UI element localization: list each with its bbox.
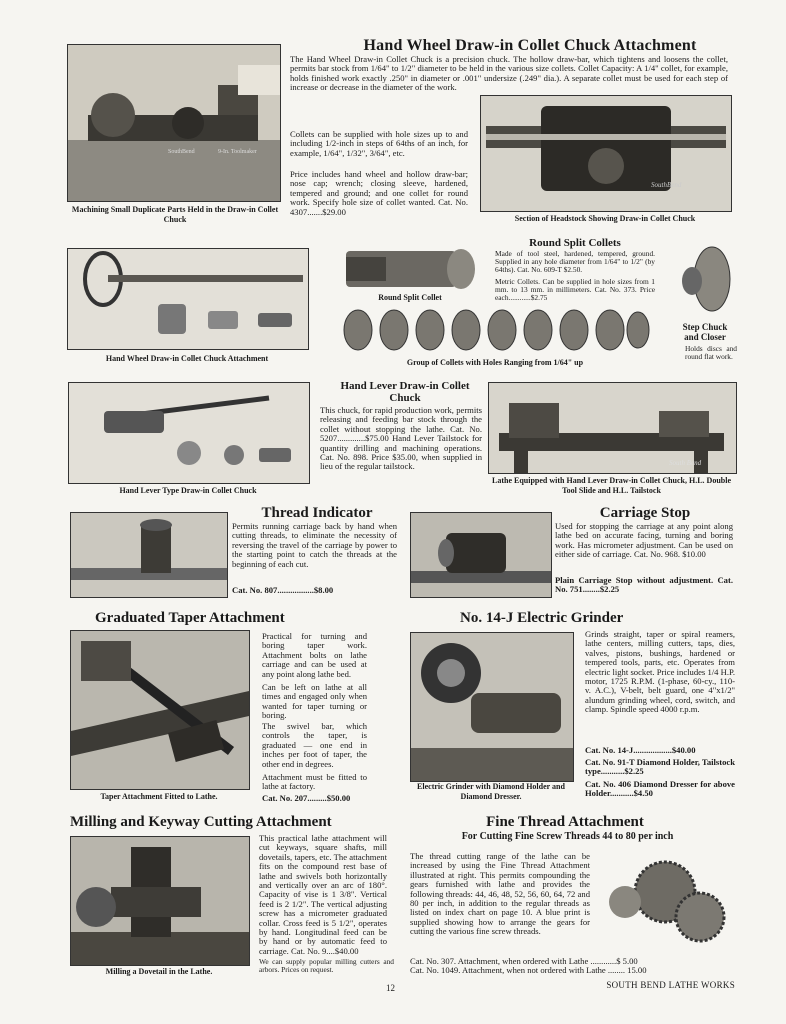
photo-step-chuck — [672, 243, 737, 318]
carriage-stop-title: Carriage Stop — [599, 505, 691, 521]
photo-round-split-collet — [336, 243, 486, 295]
caption-lathe-hand-lever: Lathe Equipped with Hand Lever Draw-in Collet Chuck, H.L. Double Tool Slide and H.L. Tailstock — [492, 476, 731, 495]
milling-text: This practical lathe attachment will cut keyways, square shafts, mill dovetails, tapers, etc. The attachment fits on the compound rest base of lathe and swivels both horizontally and vertically over an arc of 180°. Capacity of vise is 1 3/8". Vertical feed is 2 1/2". The vertical adjusting screw has a micrometer graduated collar. Cross feed is 5 1/2", operates by hand. Longitudinal feed can be by hand or by automatic feed to carriage. Cat. No. 9....$40.00 — [259, 833, 387, 956]
taper-p1: Practical for turning and boring taper work. Attachment bolts on lathe carriage and can be used at any point along lathe bed. — [262, 631, 367, 679]
caption-round-split-collet: Round Split Collet — [378, 293, 442, 302]
milling-title: Milling and Keyway Cutting Attachment — [70, 814, 332, 830]
metric-collets-text: Metric Collets. Can be supplied in hole sizes from 1 mm. to 13 mm. in millimeters. Cat. No. 373. Price each............$2.75 — [495, 277, 655, 303]
grinder-cat3: Cat. No. 406 Diamond Dresser for above Holder...........$4.50 — [585, 779, 735, 799]
caption-grinder: Electric Grinder with Diamond Holder and Diamond Dresser. — [417, 782, 565, 801]
taper-p3: The swivel bar, which controls the taper, is graduated — one end in inches per foot of taper, the other end in degrees. — [262, 721, 367, 769]
round-collets-text: Made of tool steel, hardened, tempered, ground. Supplied in any hole diameter from 1/64" to 1/2" (by 64ths). Cat. No. 609-T $2.50. — [495, 249, 655, 275]
caption-collet-group: Group of Collets with Holes Ranging from 1/64" up — [406, 358, 584, 367]
hand-lever-title: Hand Lever Draw-in Collet Chuck — [340, 380, 470, 404]
thread-indicator-title: Thread Indicator — [261, 505, 373, 521]
taper-title: Graduated Taper Attachment — [95, 610, 285, 626]
caption-taper: Taper Attachment Fitted to Lathe. — [100, 792, 218, 801]
grinder-text: Grinds straight, taper or spiral reamers, lathe centers, milling cutters, taps, dies, valves, pistons, bushings, hardened or tempered tools, parts, etc. Operates from electric light socket. Price includes 1/4 H.P. motor, 1725 R.P.M. (1-phase, 60-cy., 110-v. A.C.), V-belt, belt guard, one 4"x1/2" alundum grinding wheel, cord, switch, and clamp. Spindle speed 4000 r.p.m. — [585, 629, 735, 715]
photo-thread-indicator — [70, 512, 228, 598]
caption-machining: Machining Small Duplicate Parts Held in the Draw-in Collet Chuck — [71, 205, 279, 224]
carriage-stop-text: Used for stopping the carriage at any point along lathe bed on accurate facing, turning and boring work. Has micrometer adjustment. Can be used on either side of carriage. Cat. No. 968. $10.00 — [555, 521, 733, 560]
collet-chuck-sizes: Collets can be supplied with hole sizes up to and including 1/2-inch in steps of 64ths of an inch, for example, 1/64", 1/32", 3/64", etc. — [290, 129, 468, 158]
thread-indicator-text: Permits running carriage back by hand when cutting threads, to eliminate the necessity of reversing the travel of the carriage by power to the starting point to catch the threads at the beginning of each cut. — [232, 521, 397, 569]
company-name: SOUTH BEND LATHE WORKS — [606, 980, 735, 990]
round-collets-title: Round Split Collets — [529, 237, 621, 249]
grinder-title: No. 14-J Electric Grinder — [460, 610, 624, 626]
step-chuck-title: Step Chuck and Closer — [682, 322, 728, 342]
photo-lathe-hand-lever — [488, 382, 737, 474]
grinder-cat1: Cat. No. 14-J..................$40.00 — [585, 745, 696, 755]
photo-fine-thread-gears — [595, 852, 737, 950]
step-chuck-text: Holds discs and round flat work. — [685, 344, 737, 362]
taper-cat: Cat. No. 207.........$50.00 — [262, 793, 351, 803]
grinder-cat2: Cat. No. 91-T Diamond Holder, Tailstock type...........$2.25 — [585, 757, 735, 777]
taper-p2: Can be left on lathe at all times and engaged only when wanted for taper turning or boring. — [262, 682, 367, 721]
taper-p4: Attachment must be fitted to lathe at factory. — [262, 772, 367, 792]
caption-handwheel-attachment: Hand Wheel Draw-in Collet Chuck Attachment — [105, 354, 269, 363]
photo-machining-lathe — [67, 44, 281, 202]
fine-thread-text: The thread cutting range of the lathe can be increased by using the Fine Thread Attachment illustrated at right. This permits compounding the gears furnished with lathe and provides the following threads: 44, 46, 48, 52, 56, 60, 64, 72 and 80 per inch, in addition to the regular threads as listed on index chart on page 10. A blue print is supplied showing how to arrange the gears for cutting the various fine screw threads. — [410, 851, 590, 937]
caption-hand-lever-chuck: Hand Lever Type Draw-in Collet Chuck — [119, 486, 257, 495]
section-title-collet-chuck: Hand Wheel Draw-in Collet Chuck Attachment — [363, 37, 697, 54]
caption-milling: Milling a Dovetail in the Lathe. — [105, 967, 213, 976]
photo-handwheel-attachment — [67, 248, 309, 350]
milling-note: We can supply popular milling cutters and arbors. Prices on request. — [259, 957, 394, 975]
collet-chuck-intro: The Hand Wheel Draw-in Collet Chuck is a precision chuck. The hollow draw-bar, which tightens and loosens the collet, permits bar stock from 1/64" to 1/2" diameter to be held in the various size collets. Collet Capacity: A 1/4" collet, for example, holds finished work exactly .250" in diameter or .001" undersize (.249" dia.). A separate collet must be used for each step of increase or decrease in the diameter of the work. — [290, 54, 728, 93]
collet-chuck-price: Price includes hand wheel and hollow draw-bar; nose cap; wrench; closing sleeve, hardened, tempered and ground; and one collet for round work. Specify hole size of collet wanted. Cat. No. 4307.......$29.00 — [290, 169, 468, 217]
brand-mark: SouthBend — [651, 181, 682, 189]
fine-thread-subtitle: For Cutting Fine Screw Threads 44 to 80 per inch — [461, 831, 674, 842]
carriage-stop-plain: Plain Carriage Stop without adjustment. Cat. No. 751........$2.25 — [555, 575, 733, 595]
caption-headstock: Section of Headstock Showing Draw-in Collet Chuck — [514, 214, 696, 223]
thread-indicator-cat: Cat. No. 807.................$8.00 — [232, 585, 334, 595]
fine-thread-title: Fine Thread Attachment — [486, 814, 644, 830]
photo-hand-lever-chuck — [68, 382, 310, 484]
brand-mark: South Bend — [669, 459, 702, 467]
brand-mark: SouthBend — [168, 149, 195, 155]
photo-taper-attachment — [70, 630, 250, 790]
photo-collet-group — [338, 305, 650, 355]
photo-headstock-section — [480, 95, 732, 212]
photo-carriage-stop — [410, 512, 552, 598]
fine-thread-cat1: Cat. No. 307. Attachment, when ordered with Lathe ............$ 5.00 — [410, 956, 638, 966]
page-number: 12 — [386, 983, 395, 993]
lathe-badge: 9-In. Toolmaker — [218, 149, 257, 155]
hand-lever-text: This chuck, for rapid production work, permits releasing and feeding bar stock through the collet without stopping the lathe. Cat. No. 5207.............$75.00 Hand Lever Tailstock for quantity drilling and machining operations. Cat. No. 898. Price $35.00, when supplied in lieu of the regular tailstock. — [320, 405, 482, 472]
photo-electric-grinder — [410, 632, 574, 782]
photo-milling — [70, 836, 250, 966]
fine-thread-cat2: Cat. No. 1049. Attachment, when not ordered with Lathe ........ 15.00 — [410, 965, 647, 975]
